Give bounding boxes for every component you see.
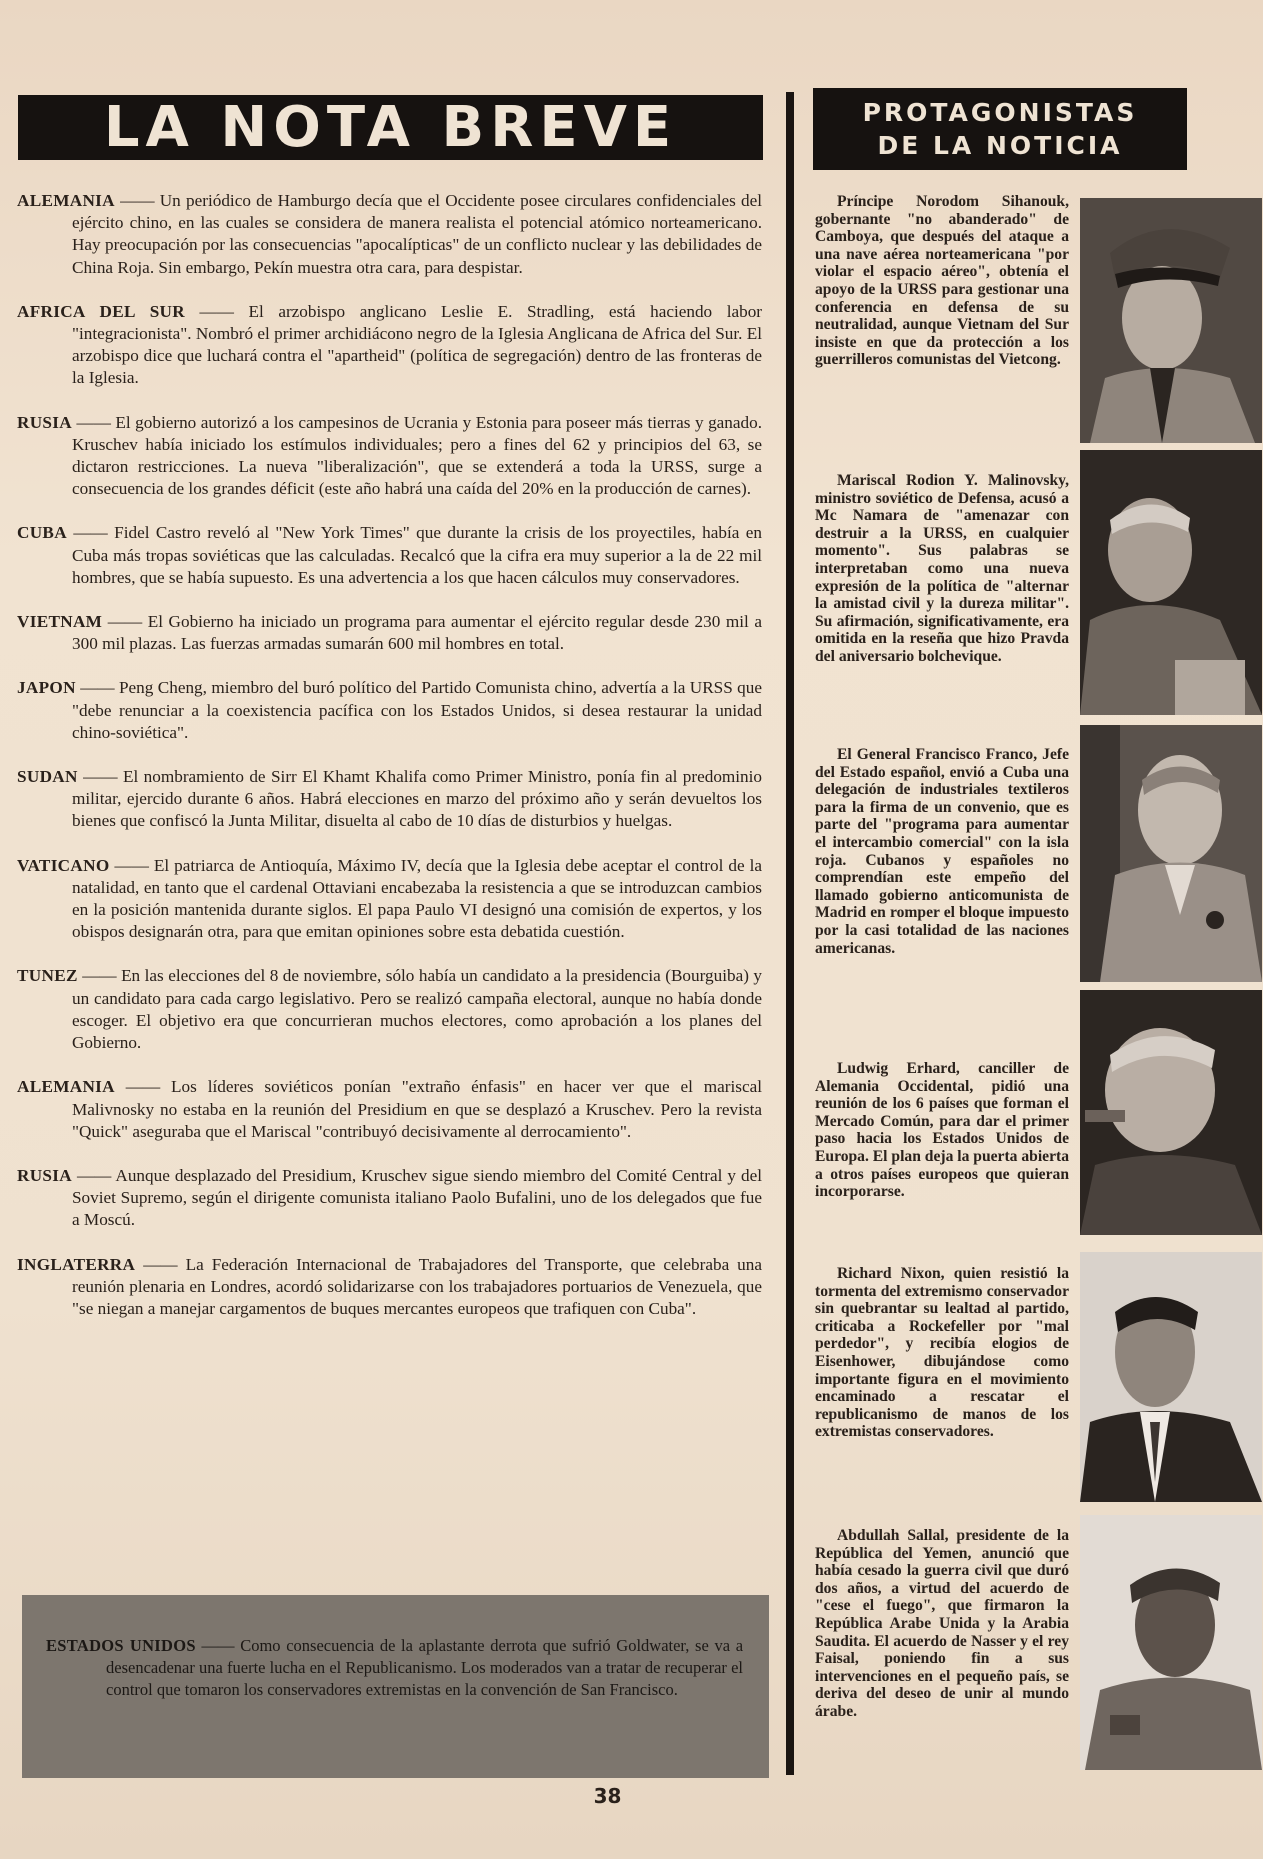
column-divider xyxy=(786,92,794,1775)
news-text: Fidel Castro reveló al "New York Times" que durante la crisis de los proyectiles, había en Cuba más tropas soviéticas que las calculadas. Recalcó que la cifra era muy superior a la de 22 mil hombres, que se había supuesto. Es una advertencia a los que hacen cálculos muy conservadores. xyxy=(72,523,763,587)
section-title-line-2: DE LA NOTICIA xyxy=(877,131,1123,160)
news-text: Como consecuencia de la aplastante derrota que sufrió Goldwater, se va a desencadenar una fuerte lucha en el Republicanismo. Los moderados van a tratar de recuperar el control que tomaron los conservadores extremistas en la convención de San Francisco. xyxy=(106,1636,744,1699)
news-country: JAPON xyxy=(17,678,76,698)
news-item: ALEMANIA —— Un periódico de Hamburgo decía que el Occidente posee circulares confidenciales del ejército chino, en las cuales se considera de manera realista el potencial atómico norteamericano. Hay preocupación por las consecuencias "apocalípticas" de un conflicto nuclear y las debilidades de China Roja. Sin embargo, Pekín muestra otra cara, para despistar. xyxy=(17,191,763,277)
page-number: 38 xyxy=(593,1784,622,1808)
news-text: El patriarca de Antioquía, Máximo IV, decía que la Iglesia debe aceptar el control de la natalidad, en tanto que el cardenal Ottaviani encabezaba la resistencia a que se introduzcan cambios en la posición mantenida durante siglos. El papa Paulo VI designó una comisión de expertos, y los obispos designarán otra, para que emitan opiniones sobre esta debatida cuestión. xyxy=(72,855,762,942)
section-title-line-1: PROTAGONISTAS xyxy=(862,98,1138,127)
news-text: Los líderes soviéticos ponían "extraño énfasis" en hacer ver que el mariscal Malivnosky no estaba en la reunión del Presidium en que se desplazó a Kruschev. Pero la revista "Quick" aseguraba que el Mariscal "contribuyó decisivamente al derrocamiento". xyxy=(72,1077,762,1141)
portrait-image xyxy=(1080,198,1262,443)
news-country: VATICANO xyxy=(17,855,110,875)
photo-erhard xyxy=(1080,990,1262,1235)
news-list xyxy=(17,190,762,1342)
portrait-image xyxy=(1080,725,1262,982)
photo-sallal xyxy=(1080,1515,1262,1770)
highlight-box-estados-unidos xyxy=(22,1595,769,1778)
photo-nixon xyxy=(1080,1252,1262,1502)
protagonist-text: El General Francisco Franco, Jefe del Estado español, envió a Cuba una delegación de industriales textileros para la firma de un convenio, que es parte del "programa para aumentar el intercambio comercial" con la isla roja. Cubanos y españoles no comprendían este empeño del llamado gobierno anticomunista de Madrid en romper el bloque impuesto por la casi totalidad de las naciones americanas. xyxy=(815,746,1069,957)
news-item: JAPON —— Peng Cheng, miembro del buró político del Partido Comunista chino, advertía a la URSS que "debe renunciar a la coexistencia pacífica con los Estados Unidos, si desea restaurar la unidad chino-soviética". xyxy=(17,678,763,742)
section-header-la-nota-breve xyxy=(18,95,763,160)
news-country: ALEMANIA xyxy=(17,191,115,210)
protagonist-text: Abdullah Sallal, presidente de la República del Yemen, anunció que había cesado la guerra civil que duró dos años, a virtud del acuerdo de "cese el fuego", que firmaron la República Arabe Unida y la Arabia Saudita. El acuerdo de Nasser y el rey Faisal, poniendo fin a sus intervenciones en el pequeño país, se deriva del deseo de unir al mundo árabe. xyxy=(815,1527,1069,1720)
news-text: El Gobierno ha iniciado un programa para aumentar el ejército regular desde 230 mil a 300 mil plazas. Las fuerzas armadas sumarán 600 mil hombres en total. xyxy=(72,612,763,654)
news-item: RUSIA —— Aunque desplazado del Presidium, Kruschev sigue siendo miembro del Comité Central y del Soviet Supremo, según el dirigente comunista italiano Paolo Bufalini, uno de los delegados que fue a Moscú. xyxy=(17,1165,763,1230)
news-country: ESTADOS UNIDOS xyxy=(46,1636,196,1655)
news-text: El nombramiento de Sirr El Khamt Khalifa como Primer Ministro, ponía fin al predominio militar, ejercido durante 6 años. Habrá elecciones en marzo del próximo año y serán devueltos los bienes que confiscó la Junta Militar, disuelta al cabo de 10 días de disturbios y huelgas. xyxy=(72,767,763,831)
news-item: TUNEZ —— En las elecciones del 8 de noviembre, sólo había un candidato a la presidencia (Bourguiba) y un candidato para cada cargo legislativo. Pero se realizó campaña electoral, aunque no había donde escoger. El objetivo era que concurrieran muchos electores, como aprobación a los planes del Gobierno. xyxy=(17,966,763,1053)
news-country: SUDAN xyxy=(17,767,78,787)
photo-franco xyxy=(1080,725,1262,982)
news-text: En las elecciones del 8 de noviembre, sólo había un candidato a la presidencia (Bourguiba) y un candidato para cada cargo legislativo. Pero se realizó campaña electoral, aunque no había donde escoger. El objetivo era que concurrieran muchos electores, como aprobación a los planes del Gobierno. xyxy=(72,966,763,1053)
news-country: VIETNAM xyxy=(17,612,103,632)
news-item: SUDAN —— El nombramiento de Sirr El Khamt Khalifa como Primer Ministro, ponía fin al predominio militar, ejercido durante 6 años. Habrá elecciones en marzo del próximo año y serán devueltos los bienes que confiscó la Junta Militar, disuelta al cabo de 10 días de disturbios y huelgas. xyxy=(17,767,763,831)
news-item: ALEMANIA —— Los líderes soviéticos ponían "extraño énfasis" en hacer ver que el mariscal Malivnosky no estaba en la reunión del Presidium en que se desplazó a Kruschev. Pero la revista "Quick" aseguraba que el Mariscal "contribuyó decisivamente al derrocamiento". xyxy=(17,1077,762,1141)
news-item: VIETNAM —— El Gobierno ha iniciado un programa para aumentar el ejército regular desde 230 mil a 300 mil plazas. Las fuerzas armadas sumarán 600 mil hombres en total. xyxy=(17,612,763,654)
portrait-image xyxy=(1080,1515,1262,1770)
photo-sihanouk xyxy=(1080,198,1262,443)
photo-malinovsky xyxy=(1080,450,1262,715)
portrait-image xyxy=(1080,1252,1262,1502)
news-text: Un periódico de Hamburgo decía que el Occidente posee circulares confidenciales del ejército chino, en las cuales se considera de manera realista el potencial atómico norteamericano. Hay preocupación por las consecuencias "apocalípticas" de un conflicto nuclear y las debilidades de China Roja. Sin embargo, Pekín muestra otra cara, para despistar. xyxy=(72,191,763,277)
section-header-protagonistas xyxy=(813,88,1187,170)
news-text: El arzobispo anglicano Leslie E. Stradling, está haciendo labor "integracionista". Nombró el primer archidiácono negro de la Iglesia Anglicana de Africa del Sur. El arzobispo dice que luchará contra el "apartheid" (política de segregación) dentro de las fronteras de la Iglesia. xyxy=(72,301,763,388)
news-item: CUBA —— Fidel Castro reveló al "New York Times" que durante la crisis de los proyectiles, había en Cuba más tropas soviéticas que las calculadas. Recalcó que la cifra era muy superior a la de 22 mil hombres, que se había supuesto. Es una advertencia a los que hacen cálculos muy conservadores. xyxy=(17,523,763,587)
news-country: TUNEZ xyxy=(17,966,78,986)
protagonist-text: Príncipe Norodom Sihanouk, gobernante "no abanderado" de Camboya, que después del ataque a una nave aérea norteamericana "por violar el espacio aéreo", obtenía el apoyo de la URSS para gestionar una conferencia en defensa de su neutralidad, aunque Vietnam del Sur insiste en que da protección a los guerrilleros comunistas del Vietcong. xyxy=(815,193,1069,369)
portrait-image xyxy=(1080,450,1262,715)
news-country: RUSIA xyxy=(17,1165,72,1185)
news-text: Peng Cheng, miembro del buró político del Partido Comunista chino, advertía a la URSS que "debe renunciar a la coexistencia pacífica con los Estados Unidos, si desea restaurar la unidad chino-soviética". xyxy=(72,678,763,742)
news-country: INGLATERRA xyxy=(17,1254,136,1274)
news-text: El gobierno autorizó a los campesinos de Ucrania y Estonia para poseer más tierras y ganado. Kruschev había iniciado los estímulos individuales; pero a fines del 62 y principios del 63, se dictaron restricciones. La nueva "liberalización", que se extenderá a toda la URSS, surge a consecuencia de los grandes déficit (este año habrá una caída del 20% en la producción de carnes). xyxy=(72,412,763,499)
news-country: AFRICA DEL SUR xyxy=(17,301,185,321)
protagonist-text: Mariscal Rodion Y. Malinovsky, ministro soviético de Defensa, acusó a Mc Namara de "amenazar con destruir a la URSS, en cualquier momento". Sus palabras se interpretaban como una nueva expresión de la política de "alternar la amistad civil y la dureza militar". Su afirmación, significativamente, era omitida en la reseña que hizo Pravda del aniversario bolchevique. xyxy=(815,472,1069,665)
news-country: CUBA xyxy=(17,523,67,543)
news-country: RUSIA xyxy=(17,412,72,432)
protagonist-text: Ludwig Erhard, canciller de Alemania Occidental, pidió una reunión de los 6 países que forman el Mercado Común, para dar el primer paso hacia los Estados Unidos de Europa. El plan deja la puerta abierta a otros países europeos que quieran incorporarse. xyxy=(815,1060,1069,1201)
news-item: VATICANO —— El patriarca de Antioquía, Máximo IV, decía que la Iglesia debe aceptar el control de la natalidad, en tanto que el cardenal Ottaviani encabezaba la resistencia a que se introduzcan cambios en la posición mantenida durante siglos. El papa Paulo VI designó una comisión de expertos, y los obispos designarán otra, para que emitan opiniones sobre esta debatida cuestión. xyxy=(17,855,762,942)
section-title: LA NOTA BREVE xyxy=(103,95,678,160)
news-text: La Federación Internacional de Trabajadores del Transporte, que celebraba una reunión plenaria en Londres, acordó solidarizarse con los trabajadores portuarios de Venezuela, que "se niegan a manejar cargamentos de buques mercantes europeos que trafiquen con Cuba". xyxy=(72,1254,763,1318)
news-country: ALEMANIA xyxy=(17,1077,115,1097)
protagonist-text: Richard Nixon, quien resistió la tormenta del extremismo conservador sin quebrantar su lealtad al partido, criticaba a Rockefeller por "mal perdedor", y recibía elogios de Eisenhower, dibujándose como importante figura en el movimiento encaminado a rescatar el republicanismo de manos de los extremistas conservadores. xyxy=(815,1265,1069,1441)
news-item: RUSIA —— El gobierno autorizó a los campesinos de Ucrania y Estonia para poseer más tierras y ganado. Kruschev había iniciado los estímulos individuales; pero a fines del 62 y principios del 63, se dictaron restricciones. La nueva "liberalización", que se extenderá a toda la URSS, surge a consecuencia de los grandes déficit (este año habrá una caída del 20% en la producción de carnes). xyxy=(17,412,763,499)
news-item: AFRICA DEL SUR —— El arzobispo anglicano Leslie E. Stradling, está haciendo labor "integracionista". Nombró el primer archidiácono negro de la Iglesia Anglicana de Africa del Sur. El arzobispo dice que luchará contra el "apartheid" (política de segregación) dentro de las fronteras de la Iglesia. xyxy=(17,301,763,388)
news-text: Aunque desplazado del Presidium, Kruschev sigue siendo miembro del Comité Central y del Soviet Supremo, según el dirigente comunista italiano Paolo Bufalini, uno de los delegados que fue a Moscú. xyxy=(72,1165,763,1230)
portrait-image xyxy=(1080,990,1262,1235)
news-item: ESTADOS UNIDOS —— Como consecuencia de la aplastante derrota que sufrió Goldwater, se va a desencadenar una fuerte lucha en el Republicanismo. Los moderados van a tratar de recuperar el control que tomaron los conservadores extremistas en la convención de San Francisco. xyxy=(46,1636,744,1699)
news-item: INGLATERRA —— La Federación Internacional de Trabajadores del Transporte, que celebraba una reunión plenaria en Londres, acordó solidarizarse con los trabajadores portuarios de Venezuela, que "se niegan a manejar cargamentos de buques mercantes europeos que trafiquen con Cuba". xyxy=(17,1254,763,1318)
